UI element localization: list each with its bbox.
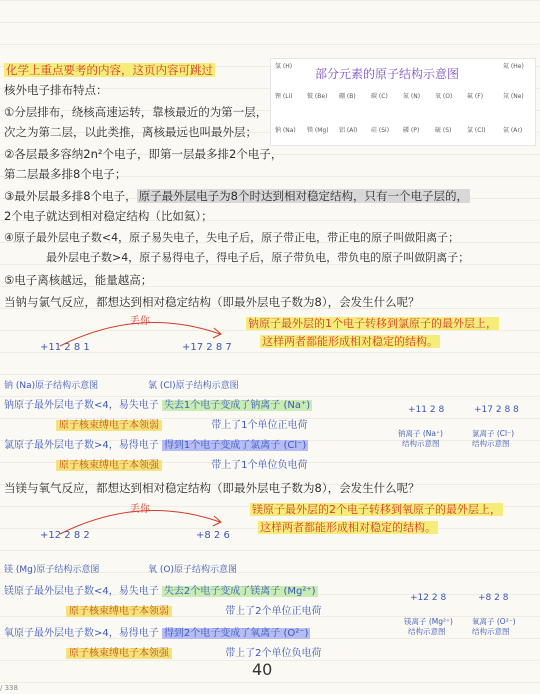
cl-explanation: 氯原子最外层电子数>4，易得电子 得到1个电子变成了氯离子 (Cl⁻) — [4, 440, 307, 451]
o-ion-caption: 结构示意图 — [472, 627, 510, 636]
element-cell: 氩 (Ar) — [503, 127, 523, 134]
o-ion-diagram: +8 2 8 — [478, 593, 509, 603]
mg-ion-diagram: +12 2 8 — [410, 593, 447, 603]
rule-line: 2个电子就达到相对稳定结构（比如氦）； — [4, 209, 213, 223]
question-na-cl: 当钠与氯气反应，都想达到相对稳定结构（即最外层电子数为8），会发生什么呢？ — [4, 295, 420, 309]
element-cell: 氢 (H) — [275, 63, 293, 70]
element-cell: 镁 (Mg) — [307, 127, 329, 134]
table-title: 部分元素的原子结构示意图 — [315, 67, 460, 81]
rule-line: ③最外层最多排8个电子， 原子最外层电子为8个时达到相对稳定结构，只有一个电子层的， — [4, 189, 468, 203]
element-cell: 氮 (N) — [403, 93, 421, 100]
mg-ion-caption: 镁离子 (Mg²⁺) — [404, 617, 453, 626]
element-cell: 硅 (Si) — [371, 127, 390, 134]
element-cell: 氟 (F) — [467, 93, 484, 100]
element-cell: 氖 (Ne) — [503, 93, 524, 100]
cl-ion-caption: 结构示意图 — [472, 439, 510, 448]
cl-ion-diagram: +17 2 8 8 — [474, 405, 519, 415]
na-atom-diagram: +11 2 8 1 — [40, 342, 90, 353]
o-ion-caption: 氧离子 (O²⁻) — [472, 617, 516, 626]
na-ion-caption: 钠离子 (Na⁺) — [398, 429, 443, 438]
mg-caption: 镁 (Mg)原子结构示意图 — [4, 565, 100, 575]
na-caption: 钠 (Na)原子结构示意图 — [4, 381, 99, 391]
rule-line: ⑤电子离核越远，能量越高； — [4, 273, 153, 287]
rule-line: 次之为第二层，以此类推，离核最远也叫最外层； — [4, 125, 257, 139]
question-mg-o: 当镁与氧气反应，都想达到相对稳定结构（即最外层电子数为8），会发生什么呢？ — [4, 481, 420, 495]
answer-mg-o: 镁原子最外层的2个电子转移到氧原子的最外层上， — [252, 503, 501, 516]
cl-explanation: 原子核束缚电子本领强 带上了1个单位负电荷 — [56, 458, 308, 474]
element-cell: 硫 (S) — [435, 127, 452, 134]
na-ion-caption: 结构示意图 — [402, 439, 440, 448]
element-cell: 氦 (He) — [503, 63, 524, 70]
element-cell: 磷 (P) — [403, 127, 420, 134]
arrow-label: 丢你 — [130, 504, 150, 515]
rule-line: ②各层最多容纳2n²个电子，即第一层最多排2个电子， — [4, 147, 283, 161]
answer-mg-o: 这样两者都能形成相对稳定的结构。 — [260, 521, 436, 534]
o-atom-diagram: +8 2 6 — [196, 530, 230, 541]
mg-explanation: 原子核束缚电子本领弱 带上了2个单位正电荷 — [66, 604, 322, 620]
section-title: 核外电子排布特点： — [4, 83, 108, 97]
answer-na-cl: 这样两者都能形成相对稳定的结构。 — [262, 335, 438, 348]
rule-line: 第二层最多排8个电子； — [4, 167, 127, 181]
element-cell: 铝 (Al) — [339, 127, 358, 134]
mg-ion-caption: 结构示意图 — [408, 627, 446, 636]
na-ion-diagram: +11 2 8 — [408, 405, 445, 415]
element-cell: 铍 (Be) — [307, 93, 328, 100]
element-cell: 氧 (O) — [435, 93, 453, 100]
rule-line: 最外层电子数>4，原子易得电子，得电子后，原子带负电，带负电的原子叫做阴离子； — [46, 251, 470, 264]
cl-caption: 氯 (Cl)原子结构示意图 — [148, 381, 239, 391]
element-cell: 锂 (Li) — [275, 93, 293, 100]
mg-atom-diagram: +12 2 8 2 — [40, 530, 90, 541]
na-explanation: 原子核束缚电子本领弱 带上了1个单位正电荷 — [56, 418, 308, 434]
element-cell: 碳 (C) — [371, 93, 388, 100]
o-explanation: 氧原子最外层电子数>4，易得电子 得到2个电子变成了氧离子 (O²⁻) — [4, 628, 309, 639]
cl-atom-diagram: +17 2 8 7 — [182, 342, 232, 353]
element-cell: 氯 (Cl) — [467, 127, 486, 134]
header-note: 化学上重点要考的内容，这页内容可跳过 — [6, 63, 213, 77]
cl-ion-caption: 氯离子 (Cl⁻) — [472, 429, 515, 438]
element-cell: 硼 (B) — [339, 93, 356, 100]
mg-explanation: 镁原子最外层电子数<4，易失电子 失去2个电子变成了镁离子 (Mg²⁺) — [4, 586, 316, 597]
element-cell: 钠 (Na) — [275, 127, 296, 134]
na-explanation: 钠原子最外层电子数<4，易失电子 失去1个电子变成了钠离子 (Na⁺) — [4, 400, 311, 411]
rule-line: ①分层排布，绕核高速运转，靠核最近的为第一层， — [4, 105, 268, 119]
arrow-label: 丢你 — [130, 316, 150, 327]
o-explanation: 原子核束缚电子本领强 带上了2个单位负电荷 — [66, 646, 322, 662]
page-counter: / 338 — [0, 684, 18, 692]
answer-na-cl: 钠原子最外层的1个电子转移到氯原子的最外层上， — [248, 317, 497, 330]
atomic-structure-table — [270, 58, 536, 146]
rule-line: ④原子最外层电子数<4，原子易失电子，失电子后，原子带正电，带正电的原子叫做阳离子； — [4, 231, 460, 244]
page-number: 40 — [252, 660, 273, 679]
o-caption: 氧 (O)原子结构示意图 — [148, 565, 237, 575]
